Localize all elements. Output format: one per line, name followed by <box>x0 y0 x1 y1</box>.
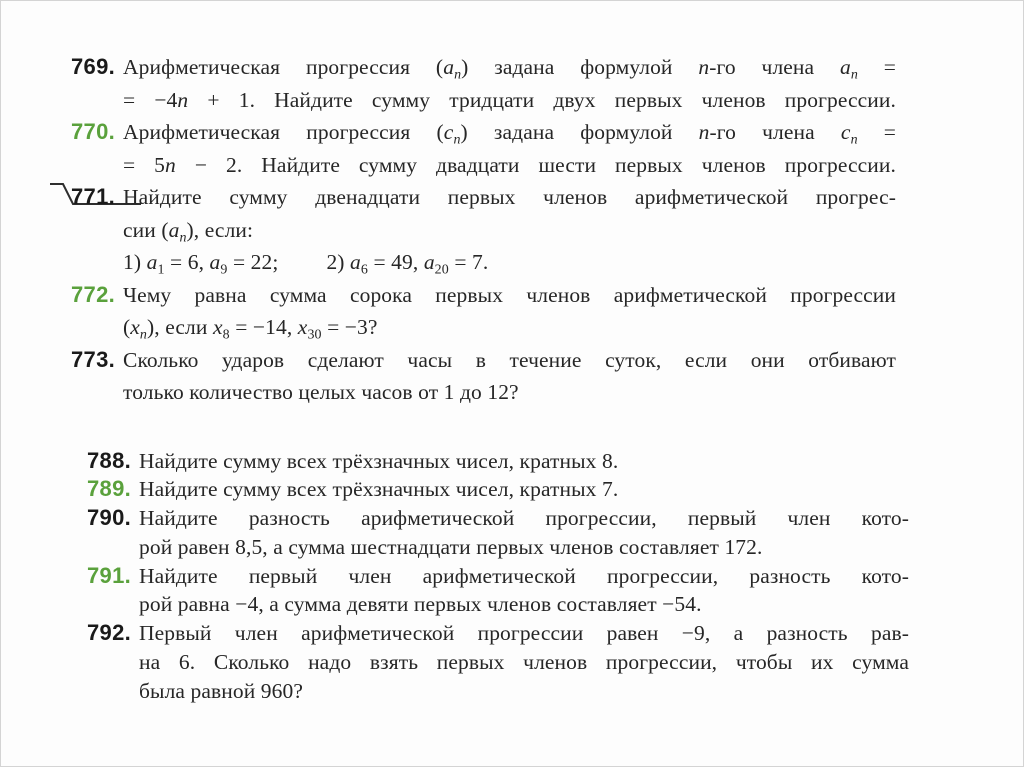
math-segment: n <box>179 229 187 245</box>
math-segment: n <box>177 87 189 112</box>
problem-text <box>123 116 896 181</box>
problem-773 <box>71 344 909 409</box>
math-segment: a <box>209 250 221 274</box>
problem-line: 1) $a_1 = 6$, $a_9 = 22$; 2) $a_6 = 49$, $a_{20} = 7$. <box>123 250 489 278</box>
problems-content <box>71 51 909 706</box>
math-segment: 9 <box>220 262 228 278</box>
problem-791 <box>87 562 909 620</box>
problem-number: 771. <box>71 184 116 209</box>
problem-text <box>139 562 909 620</box>
problem-line: Чему равна сумма сорока первых членов арифметической прогрессии <box>123 282 896 307</box>
problems-group-788-792 <box>87 447 909 706</box>
problem-text <box>139 504 909 562</box>
problem-line: Найдите сумму всех трёхзначных чисел, кратных 8. <box>139 448 619 473</box>
math-segment: n <box>850 132 858 148</box>
problem-line: Арифметическая прогрессия $(c_n)$ задана формулой n-го члена $c_n$ = <box>123 120 897 148</box>
math-segment: 30 <box>307 327 322 343</box>
problem-text <box>139 447 909 476</box>
problem-text <box>123 344 896 409</box>
problem-line: на 6. Сколько надо взять первых членов прогрессии, чтобы их сумма <box>139 650 909 675</box>
problem-line: Найдите разность арифметической прогрессии, первый член кото- <box>139 506 909 531</box>
math-segment: x <box>212 315 223 339</box>
math-segment: 8 <box>222 327 230 343</box>
problem-number: 790. <box>87 505 132 531</box>
problem-770 <box>71 116 909 181</box>
problem-number: 791. <box>87 562 132 588</box>
problem-line: Сколько ударов сделают часы в течение суток, если они отбивают <box>123 347 896 372</box>
math-segment: n <box>850 67 858 83</box>
problem-line: Найдите сумму двенадцати первых членов арифметической прогрес- <box>123 185 896 209</box>
math-segment: x <box>297 315 308 339</box>
problem-number: 789. <box>87 476 132 502</box>
problem-text <box>139 619 909 705</box>
math-segment: a <box>168 217 180 242</box>
problem-text <box>123 51 896 116</box>
problem-line: Найдите сумму всех трёхзначных чисел, кратных 7. <box>139 477 619 502</box>
math-segment: 20 <box>434 262 449 278</box>
problem-line: была равной 960? <box>139 678 304 703</box>
problem-line: рой равна −4, а сумма девяти первых членов составляет −54. <box>139 592 702 617</box>
math-segment: n <box>698 55 710 79</box>
problems-group-769-773 <box>71 51 909 409</box>
math-segment: a <box>443 55 455 79</box>
problem-line: только количество целых часов от 1 до 12? <box>123 380 519 404</box>
problem-text <box>123 279 896 344</box>
math-segment: n <box>139 327 148 343</box>
math-segment: x <box>130 315 140 339</box>
problem-number: 792. <box>87 620 132 646</box>
problem-number: 769. <box>71 54 116 79</box>
problem-line: $(x_n)$, если $x_8 = -14$, $x_{30} = -3$? <box>123 315 378 343</box>
problem-number: 773. <box>71 346 116 372</box>
problem-772 <box>71 279 909 344</box>
math-segment: a <box>423 250 435 274</box>
problem-789 <box>87 475 909 504</box>
math-segment: a <box>350 250 361 274</box>
problem-line: Первый член арифметической прогрессии равен −9, а разность рав- <box>139 621 909 646</box>
math-segment: n <box>698 120 710 144</box>
problem-text <box>123 181 896 279</box>
math-segment: 6 <box>360 262 368 278</box>
problem-number: 788. <box>87 447 132 473</box>
math-segment: 1 <box>157 262 165 278</box>
problem-771 <box>71 181 909 279</box>
math-segment: n <box>453 132 461 148</box>
problem-line: = −4n + 1. Найдите сумму тридцати двух первых членов прогрессии. <box>123 87 896 112</box>
problem-line: сии $(a_n)$, если: <box>123 217 254 245</box>
math-segment: a <box>146 250 158 274</box>
problem-788 <box>87 447 909 476</box>
math-segment: c <box>840 120 851 144</box>
math-segment: n <box>454 67 462 83</box>
math-segment: n <box>165 152 176 177</box>
problem-line: = 5n − 2. Найдите сумму двадцати шести первых членов прогрессии. <box>123 152 896 177</box>
problem-792 <box>87 619 909 705</box>
problem-line: Найдите первый член арифметической прогрессии, разность кото- <box>139 563 909 588</box>
math-segment: a <box>840 55 851 79</box>
problem-line: Арифметическая прогрессия $(a_n)$ задана формулой n-го члена $a_n$ = <box>123 55 897 83</box>
problem-line: рой равен 8,5, а сумма шестнадцати первых членов составляет 172. <box>139 534 763 559</box>
math-segment: c <box>443 120 454 144</box>
problem-number: 772. <box>71 281 116 307</box>
problem-text <box>139 475 909 504</box>
problem-790 <box>87 504 909 562</box>
problem-number: 770. <box>71 119 116 144</box>
problem-769 <box>71 51 909 116</box>
